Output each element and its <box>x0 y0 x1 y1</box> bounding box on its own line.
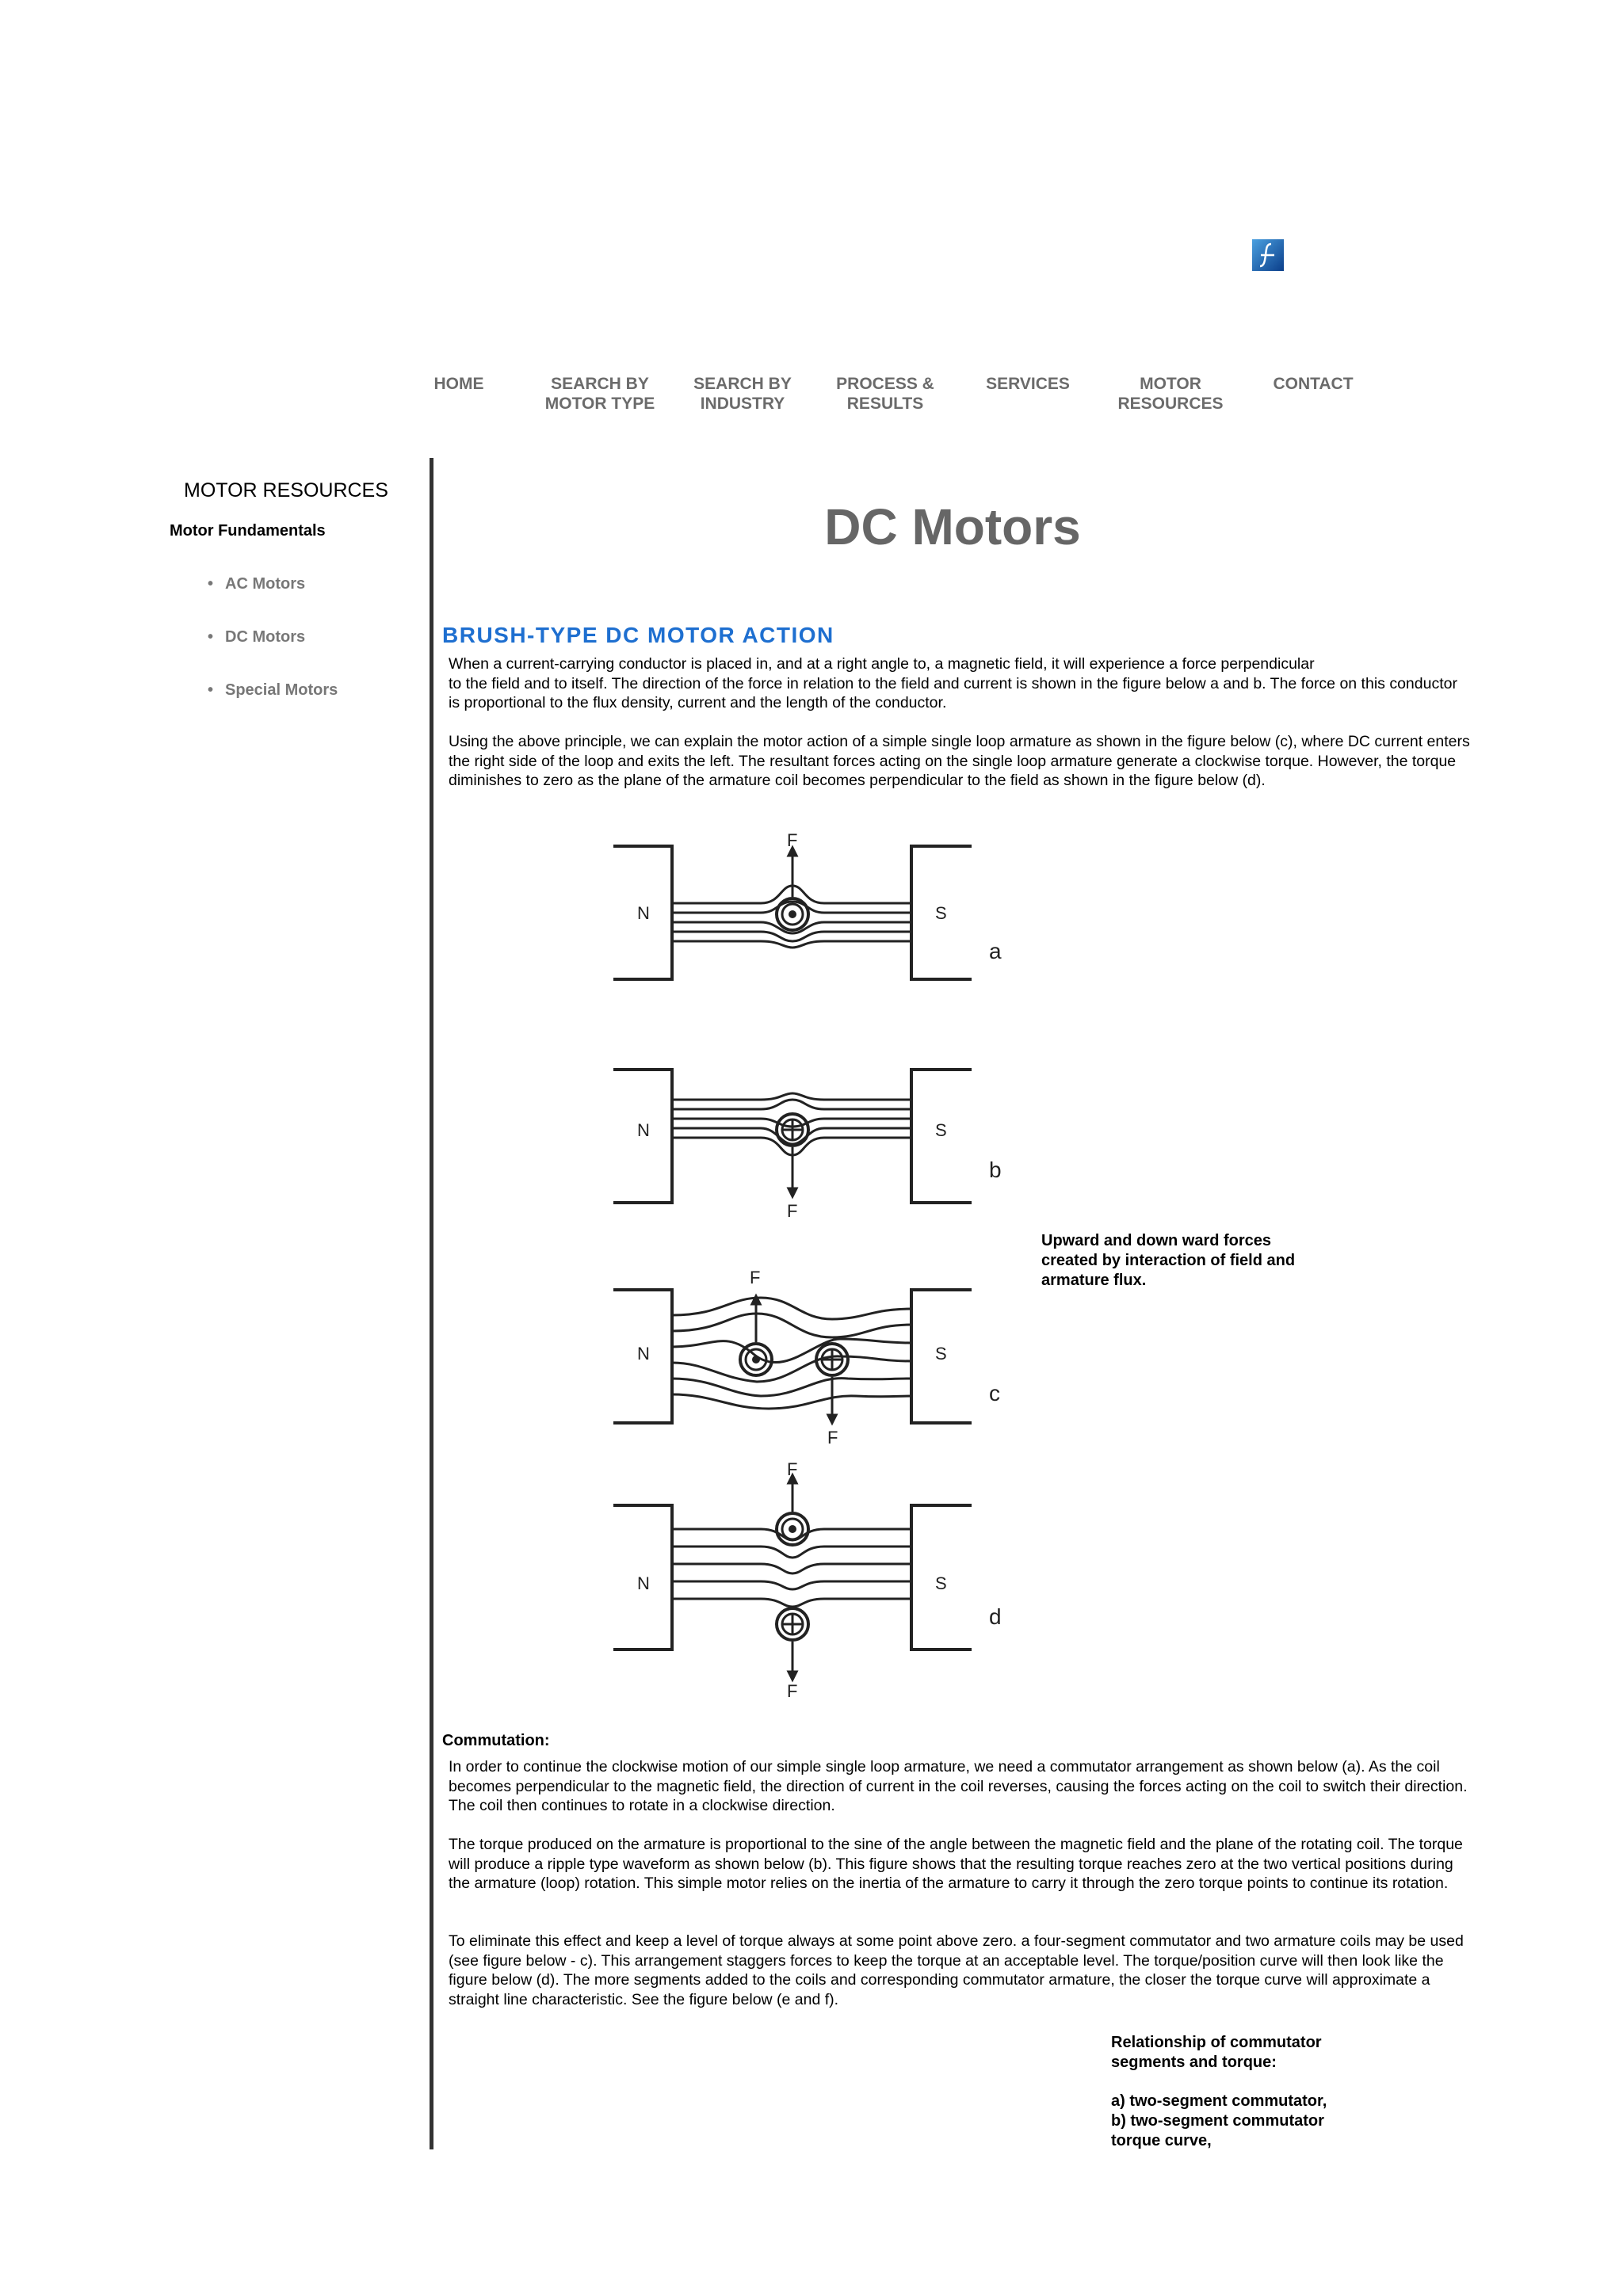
diagram-panel-b <box>613 1070 972 1203</box>
label-c: c <box>989 1381 1000 1405</box>
top-navigation <box>412 374 1395 421</box>
commutation-paragraph-3: To eliminate this effect and keep a level of torque always at some point above zero. a four-segment commutator and two armature coils may be used (see figure below - c). This arrangement staggers forces to keep the torque at an acceptable level. The torque/position curve will then look like the figure below (d). The more segments added to the coils and corresponding commutator armature, the closer the torque curve will approximate a straight line characteristic. See the figure below (e and f). <box>449 1932 1464 2008</box>
sidebar-subtitle[interactable]: Motor Fundamentals <box>170 522 326 540</box>
nav-contact[interactable]: CONTACT <box>1273 375 1354 393</box>
label-force: F <box>787 1681 798 1701</box>
diagram-panel-a <box>613 846 972 979</box>
label-force: F <box>787 1201 798 1221</box>
nav-services[interactable]: SERVICES <box>986 375 1070 393</box>
sidebar-title: MOTOR RESOURCES <box>184 479 388 502</box>
sidebar-link-ac-motors[interactable]: • AC Motors <box>208 575 306 593</box>
label-force: F <box>787 1459 798 1479</box>
motor-action-paragraph: Using the above principle, we can explain the motor action of a simple single loop armature as shown in the figure below (c), where DC current enters the right side of the loop and exits the left. The resultant forces acting on the single loop armature generate a clockwise torque. However, the torque diminishes to zero as the plane of the armature coil becomes perpendicular to the field as shown in the figure below (d). <box>449 733 1470 789</box>
page-title: DC Motors <box>824 498 1081 555</box>
commutation-paragraph-2: The torque produced on the armature is proportional to the sine of the angle between the magnetic field and the plane of the rotating coil. The torque will produce a ripple type waveform as shown below (b). This figure shows that the resulting torque reaches zero at the two vertical positions during the armature (loop) rotation. This simple motor relies on the inertia of the armature to carry it through the zero torque points to continue its rotation. <box>449 1836 1463 1892</box>
nav-home[interactable]: HOME <box>433 375 484 393</box>
label-south: S <box>935 1344 947 1363</box>
intro-paragraph: When a current-carrying conductor is placed in, and at a right angle to, a magnetic field, it will experience a force perpendicular to the field and to itself. The direction of the force in relation to the field and current is shown in the figure below a and b. The force on this conductor is proportional to the flux density, current and the length of the conductor. <box>449 655 1457 711</box>
label-d: d <box>989 1604 1002 1629</box>
label-south: S <box>935 1573 947 1593</box>
label-north: N <box>637 903 650 923</box>
bullet-icon: • <box>208 628 214 646</box>
company-logo-icon[interactable] <box>1252 239 1284 271</box>
label-south: S <box>935 903 947 923</box>
label-b: b <box>989 1158 1002 1182</box>
commutation-paragraph-1: In order to continue the clockwise motion of our simple single loop armature, we need a commutator arrangement as shown below (a). As the coil becomes perpendicular to the magnetic field, the direction of current in the coil reverses, causing the forces acting on the coil to switch their direction. The coil then continues to rotate in a clockwise direction. <box>449 1758 1468 1814</box>
sidebar-link-special-motors[interactable]: • Special Motors <box>208 681 338 699</box>
label-north: N <box>637 1344 650 1363</box>
label-a: a <box>989 939 1002 963</box>
label-force: F <box>750 1268 761 1287</box>
commutation-heading: Commutation: <box>442 1732 550 1749</box>
bullet-icon: • <box>208 575 214 593</box>
nav-search-by-motor-type[interactable]: SEARCH BY MOTOR TYPE <box>544 375 655 413</box>
label-north: N <box>637 1120 650 1140</box>
sidebar-link-dc-motors[interactable]: • DC Motors <box>208 628 306 646</box>
nav-motor-resources[interactable]: MOTOR RESOURCES <box>1117 375 1224 413</box>
nav-process-results[interactable]: PROCESS & RESULTS <box>836 375 934 413</box>
bullet-icon: • <box>208 681 214 699</box>
label-north: N <box>637 1573 650 1593</box>
figure-caption: Upward and down ward forces created by interaction of field and armature flux. <box>1041 1232 1296 1289</box>
label-force: F <box>827 1428 838 1447</box>
motor-force-diagram <box>602 824 1030 1703</box>
diagram-panel-c <box>613 1290 972 1423</box>
commutator-caption: Relationship of commutator segments and torque: a) two-segment commutator, b) two-segment commutator torque curve, <box>1111 2034 1327 2149</box>
section-heading: BRUSH-TYPE DC MOTOR ACTION <box>442 623 834 647</box>
vertical-divider <box>430 458 433 2149</box>
label-south: S <box>935 1120 947 1140</box>
nav-search-by-industry[interactable]: SEARCH BY INDUSTRY <box>693 375 792 413</box>
label-force: F <box>787 830 798 850</box>
diagram-panel-d <box>613 1478 972 1676</box>
